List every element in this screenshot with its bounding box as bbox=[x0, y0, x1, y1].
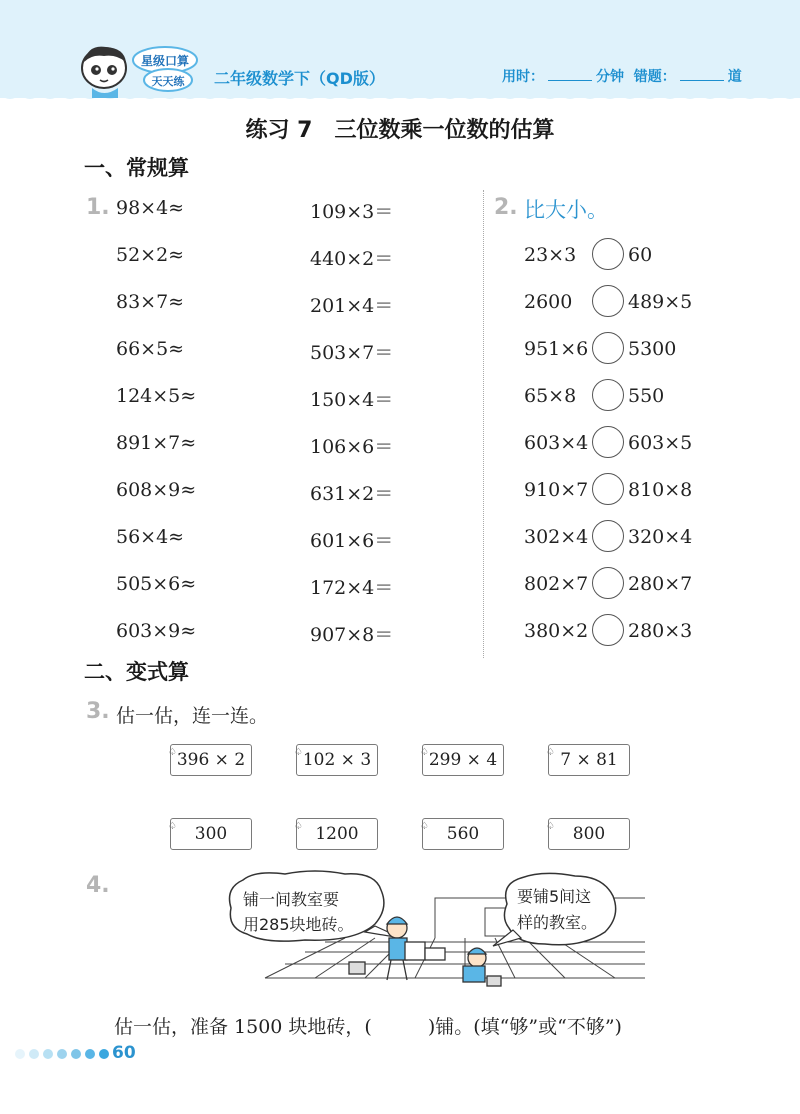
compare-right: 603×5 bbox=[628, 432, 693, 454]
compare-right: 550 bbox=[628, 385, 665, 407]
compare-right: 489×5 bbox=[628, 291, 693, 313]
answer-card-label: 300 bbox=[194, 824, 228, 844]
answer-card-label: 560 bbox=[446, 824, 480, 844]
compare-circle[interactable] bbox=[592, 332, 624, 364]
errors-label: 错题： bbox=[633, 69, 676, 85]
compare-circle[interactable] bbox=[592, 567, 624, 599]
expression-card-label: 396 × 2 bbox=[176, 750, 246, 770]
compare-left: 380×2 bbox=[524, 620, 589, 642]
pin-icon: ♤ bbox=[420, 821, 429, 832]
q1-col2-item: 503×7＝ bbox=[310, 342, 394, 364]
pin-icon: ♤ bbox=[546, 821, 555, 832]
q1-col2-item: 631×2＝ bbox=[310, 483, 394, 505]
pin-icon: ♤ bbox=[546, 747, 555, 758]
time-label: 用时： bbox=[502, 69, 544, 85]
brand-logo bbox=[130, 46, 200, 92]
compare-right: 5300 bbox=[628, 338, 677, 360]
bubble-right-line2: 样的教室。 bbox=[517, 913, 598, 932]
bubble-left-line2: 用285块地砖。 bbox=[243, 915, 354, 934]
compare-left: 951×6 bbox=[524, 338, 589, 360]
q1-number: 1. bbox=[86, 195, 110, 220]
pin-icon: ♤ bbox=[168, 821, 177, 832]
expression-card-label: 102 × 3 bbox=[302, 750, 372, 770]
compare-right: 280×3 bbox=[628, 620, 693, 642]
compare-left: 2600 bbox=[524, 291, 573, 313]
q2-title: 比大小。 bbox=[524, 198, 608, 222]
q1-col1-item: 608×9≈ bbox=[116, 479, 197, 501]
q3-text: 估一估，连一连。 bbox=[116, 705, 269, 727]
book-title: 二年级数学下（QD版） bbox=[214, 69, 385, 88]
q1-col2-item: 150×4＝ bbox=[310, 389, 394, 411]
pin-icon: ♤ bbox=[168, 747, 177, 758]
q4-question-after: )铺。(填“够”或“不够”) bbox=[427, 1016, 622, 1038]
expression-card[interactable] bbox=[548, 744, 630, 776]
answer-card[interactable] bbox=[422, 818, 504, 850]
q1-col2-item: 109×3＝ bbox=[310, 201, 394, 223]
compare-circle[interactable] bbox=[592, 379, 624, 411]
q4-question bbox=[114, 1012, 622, 1039]
q1-col1-item: 124×5≈ bbox=[116, 385, 197, 407]
answer-card[interactable] bbox=[548, 818, 630, 850]
answer-card-label: 1200 bbox=[315, 824, 359, 844]
q1-col2-item: 172×4＝ bbox=[310, 577, 394, 599]
compare-circle[interactable] bbox=[592, 285, 624, 317]
q1-col1-item: 66×5≈ bbox=[116, 338, 185, 360]
q1-col1-item: 83×7≈ bbox=[116, 291, 185, 313]
bubble-left-line1: 铺一间教室要 bbox=[243, 890, 340, 909]
answer-card[interactable] bbox=[170, 818, 252, 850]
expression-card[interactable] bbox=[422, 744, 504, 776]
mascot-icon bbox=[74, 42, 136, 100]
compare-left: 302×4 bbox=[524, 526, 589, 548]
answer-card-label: 800 bbox=[572, 824, 606, 844]
q1-col1-item: 98×4≈ bbox=[116, 197, 185, 219]
q1-col1-item: 56×4≈ bbox=[116, 526, 185, 548]
expression-card-label: 299 × 4 bbox=[428, 750, 498, 770]
q4-question-before: 估一估，准备 1500 块地砖，( bbox=[114, 1016, 372, 1038]
q4-number: 4. bbox=[86, 873, 110, 898]
compare-right: 60 bbox=[628, 244, 653, 266]
q1-col2-item: 440×2＝ bbox=[310, 248, 394, 270]
brand-line1: 星级口算 bbox=[140, 54, 190, 68]
compare-left: 603×4 bbox=[524, 432, 589, 454]
expression-card[interactable] bbox=[170, 744, 252, 776]
expression-card-label: 7 × 81 bbox=[560, 750, 618, 770]
q3-number: 3. bbox=[86, 699, 110, 724]
compare-circle[interactable] bbox=[592, 238, 624, 270]
errors-unit: 道 bbox=[727, 69, 742, 85]
compare-left: 802×7 bbox=[524, 573, 589, 595]
q1-col1-item: 52×2≈ bbox=[116, 244, 185, 266]
header-meta bbox=[502, 66, 742, 86]
compare-right: 320×4 bbox=[628, 526, 693, 548]
compare-circle[interactable] bbox=[592, 426, 624, 458]
bubble-right-line1: 要铺5间这 bbox=[517, 887, 592, 906]
lesson-title: 练习 7 三位数乘一位数的估算 bbox=[245, 118, 555, 143]
time-unit: 分钟 bbox=[596, 69, 624, 85]
compare-left: 23×3 bbox=[524, 244, 577, 266]
brand-line2: 天天练 bbox=[151, 75, 185, 88]
errors-blank bbox=[680, 80, 724, 81]
pin-icon: ♤ bbox=[294, 821, 303, 832]
q1-col2-item: 907×8＝ bbox=[310, 624, 394, 646]
q1-col2-item: 601×6＝ bbox=[310, 530, 394, 552]
q1-col2-item: 106×6＝ bbox=[310, 436, 394, 458]
pin-icon: ♤ bbox=[420, 747, 429, 758]
compare-circle[interactable] bbox=[592, 614, 624, 646]
compare-circle[interactable] bbox=[592, 473, 624, 505]
q1-col1-item: 891×7≈ bbox=[116, 432, 197, 454]
compare-right: 280×7 bbox=[628, 573, 693, 595]
expression-card[interactable] bbox=[296, 744, 378, 776]
column-divider bbox=[483, 190, 484, 658]
pin-icon: ♤ bbox=[294, 747, 303, 758]
compare-left: 910×7 bbox=[524, 479, 589, 501]
compare-left: 65×8 bbox=[524, 385, 577, 407]
footer-dots bbox=[14, 1046, 110, 1062]
q1-col1-item: 603×9≈ bbox=[116, 620, 197, 642]
compare-circle[interactable] bbox=[592, 520, 624, 552]
section1-title: 一、常规算 bbox=[84, 156, 189, 180]
section2-title: 二、变式算 bbox=[84, 660, 189, 684]
q1-col2-item: 201×4＝ bbox=[310, 295, 394, 317]
page-number: 60 bbox=[112, 1043, 136, 1063]
answer-card[interactable] bbox=[296, 818, 378, 850]
compare-right: 810×8 bbox=[628, 479, 693, 501]
time-blank bbox=[548, 80, 592, 81]
q1-col1-item: 505×6≈ bbox=[116, 573, 197, 595]
classroom-illustration bbox=[225, 868, 645, 998]
q2-number: 2. bbox=[494, 195, 518, 220]
